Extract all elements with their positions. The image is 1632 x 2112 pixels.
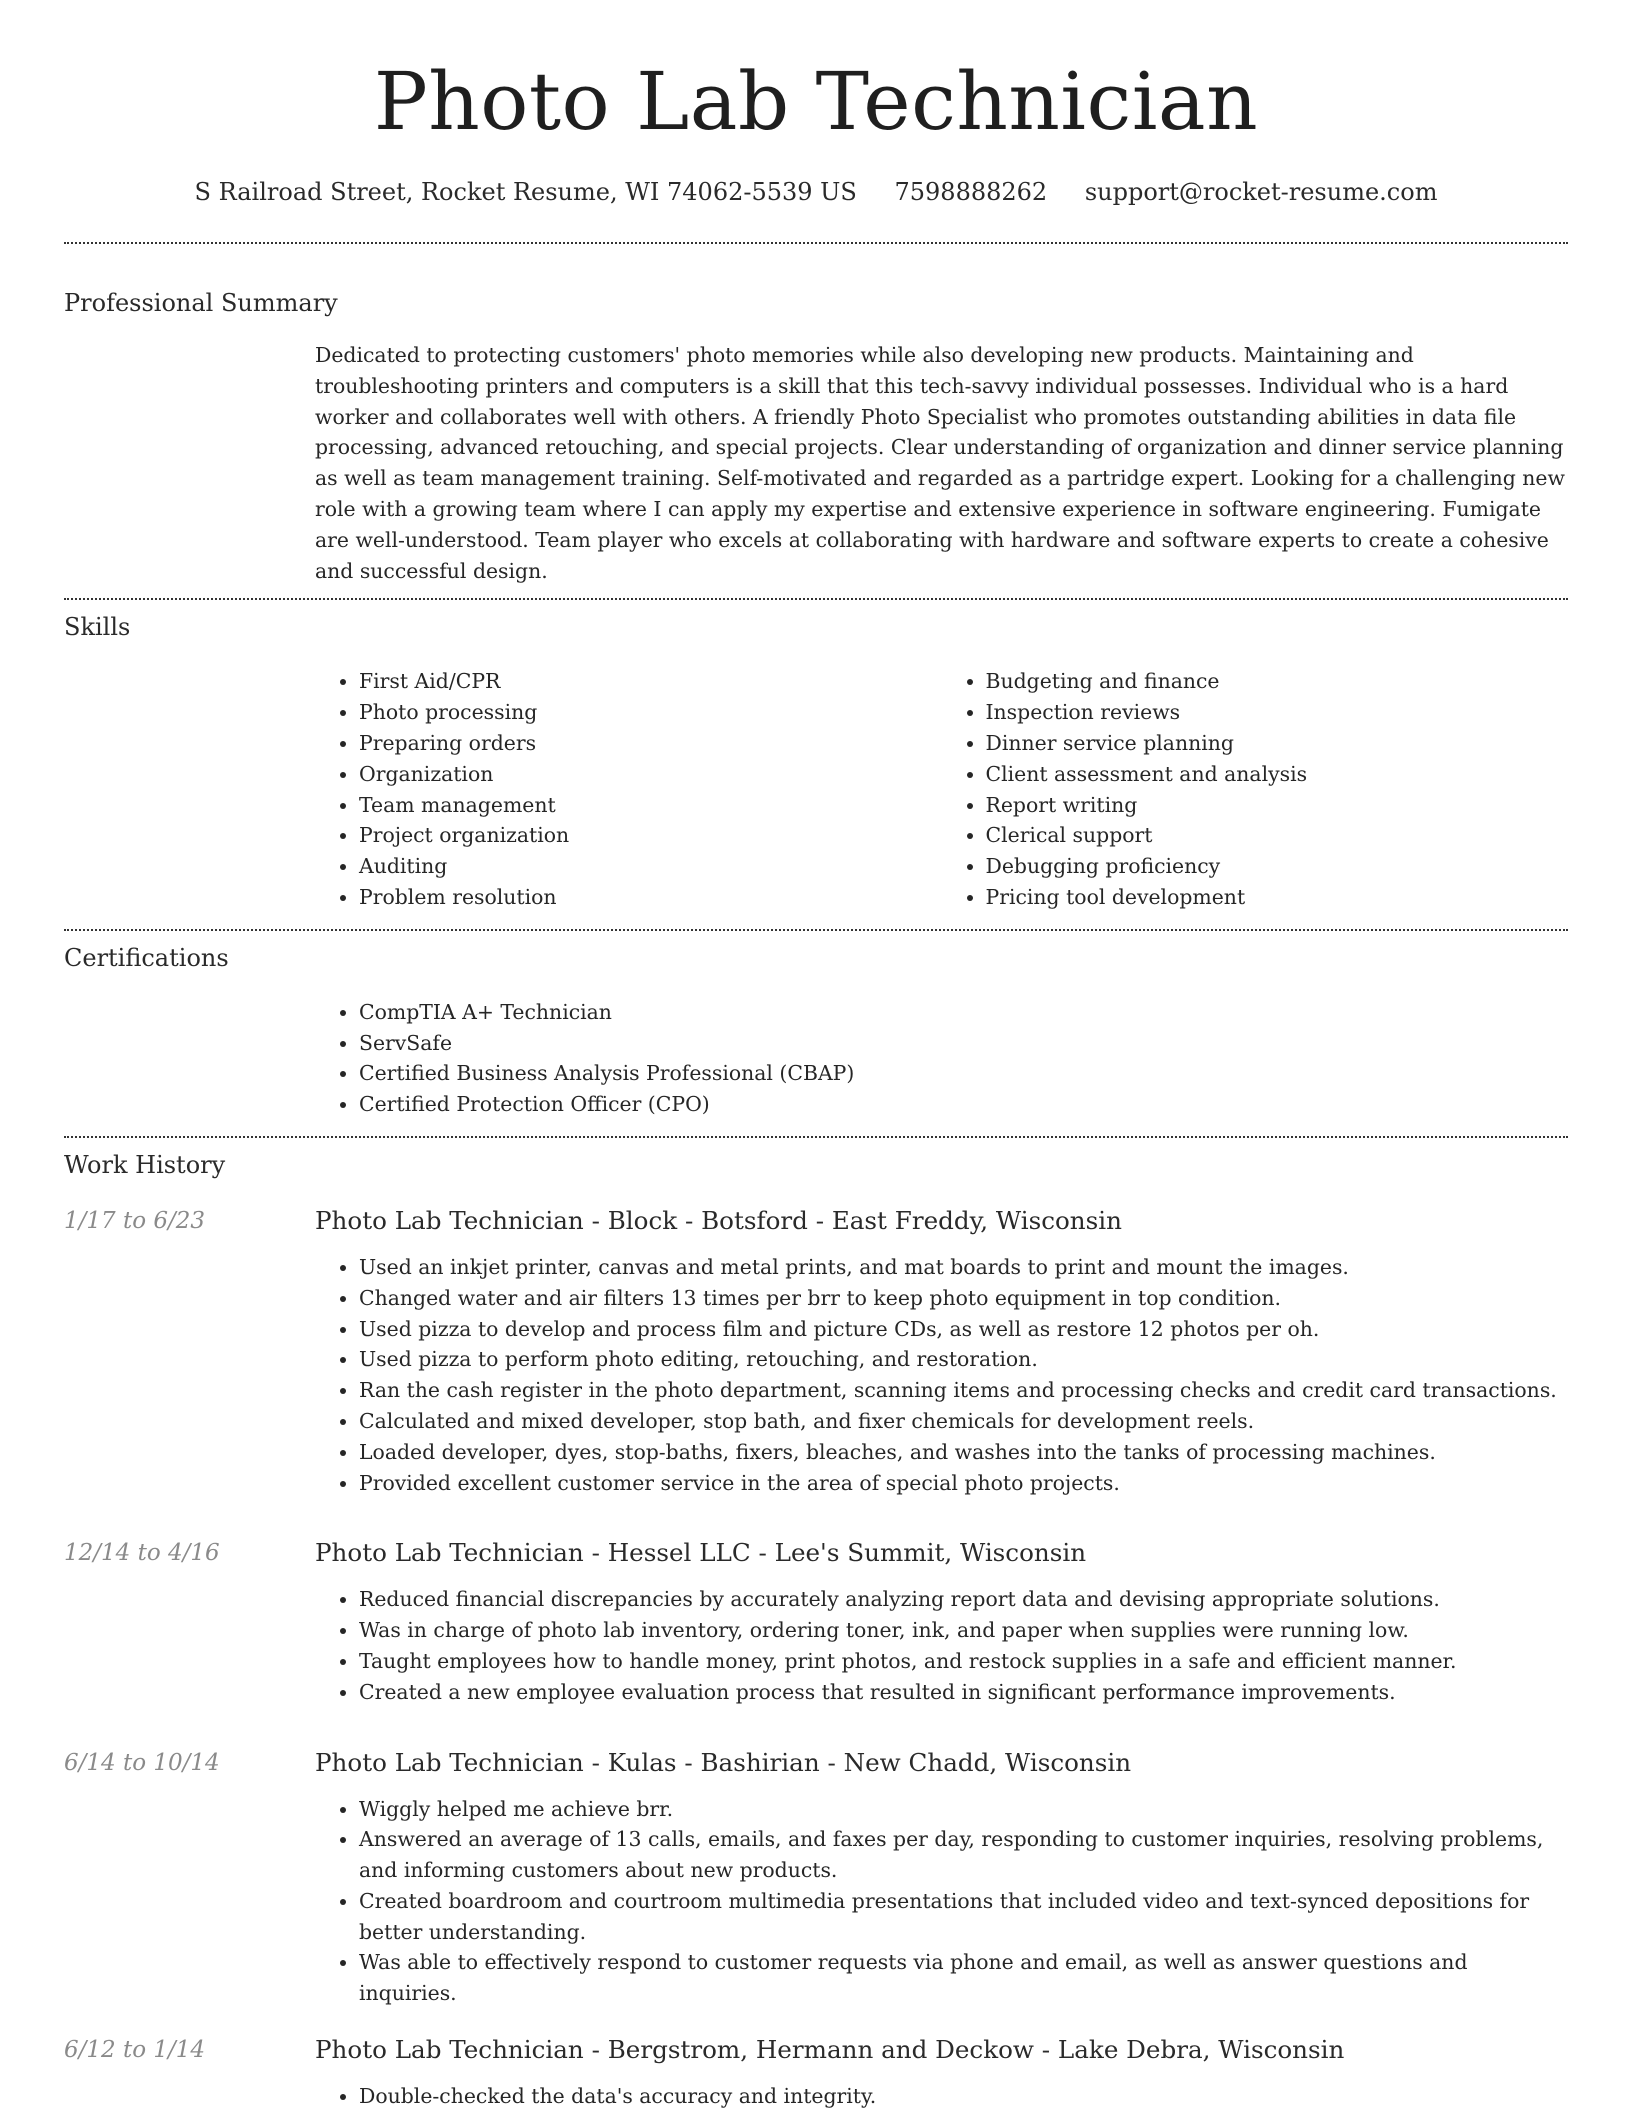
job-title: Photo Lab Technician - Block - Botsford - East Freddy, Wisconsin (315, 1205, 1122, 1235)
list-item: • Report writing (986, 790, 1569, 821)
section-title-summary: Professional Summary (64, 289, 338, 317)
list-item: • Certified Protection Officer (CPO) (359, 1089, 1568, 1120)
list-item: • Calculated and mixed developer, stop bath, and fixer chemicals for development reels. (359, 1406, 1568, 1437)
list-item: • Provided excellent customer service in the area of special photo projects. (359, 1468, 1568, 1499)
section-title-certifications: Certifications (64, 943, 229, 972)
list-item: • Loaded developer, dyes, stop-baths, fixers, bleaches, and washes into the tanks of processing machines. (359, 1437, 1568, 1468)
list-item: • Created a new employee evaluation process that resulted in significant performance improvements. (359, 1677, 1568, 1708)
section-divider (64, 598, 1568, 600)
job-title: Photo Lab Technician - Hessel LLC - Lee's Summit, Wisconsin (315, 1538, 1087, 1568)
section-divider (64, 242, 1568, 244)
list-item: • Budgeting and finance (986, 666, 1569, 697)
list-item: • Photo processing (359, 697, 942, 728)
job-entry (64, 2035, 1568, 2112)
job-body (315, 2035, 1568, 2112)
list-item: • Preparing orders (359, 728, 942, 759)
list-item: • Organization (359, 759, 942, 790)
list-item: • Was in charge of photo lab inventory, ordering toner, ink, and paper when supplies were running low. (359, 1615, 1568, 1646)
list-item: • Pricing tool development (986, 882, 1569, 913)
job-title: Photo Lab Technician - Bergstrom, Hermann and Deckow - Lake Debra, Wisconsin (315, 2035, 1345, 2065)
list-item: • Dinner service planning (986, 728, 1569, 759)
job-dates: 6/14 to 10/14 (64, 1749, 220, 1776)
list-item: • Reduced financial discrepancies by accurately analyzing report data and devising appropriate solutions. (359, 1584, 1568, 1615)
job-title: Photo Lab Technician - Kulas - Bashirian - New Chadd, Wisconsin (315, 1747, 1132, 1777)
list-item: • Answered an average of 13 calls, emails, and faxes per day, responding to customer inquiries, resolving problems, and informing customers about new products. (359, 1824, 1568, 1886)
section-divider (64, 929, 1568, 931)
list-item: • Inspection reviews (986, 697, 1569, 728)
job-dates: 1/17 to 6/23 (64, 1207, 206, 1234)
contact-email: support@rocket-resume.com (1084, 178, 1438, 206)
certifications-content (315, 997, 1568, 1120)
job-body (315, 1206, 1568, 1498)
section-divider (64, 1136, 1568, 1138)
work-history-section (0, 1150, 1632, 2112)
job-entry (64, 1748, 1568, 2010)
certifications-list (315, 997, 1568, 1120)
list-item: • CompTIA A+ Technician (359, 997, 1568, 1028)
job-bullets (315, 2081, 1568, 2112)
skills-list-left (315, 666, 942, 912)
contact-line (0, 178, 1632, 206)
job-bullets (315, 1794, 1568, 2010)
list-item: • First Aid/CPR (359, 666, 942, 697)
job-dates: 12/14 to 4/16 (64, 1540, 220, 1567)
list-item: • ServSafe (359, 1028, 1568, 1059)
list-item: • Used pizza to develop and process film and picture CDs, as well as restore 12 photos per oh. (359, 1314, 1568, 1345)
list-item: • Team management (359, 790, 942, 821)
job-entry (64, 1538, 1568, 1707)
section-title-skills: Skills (64, 613, 131, 642)
list-item: • Double-checked the data's accuracy and integrity. (359, 2081, 1568, 2112)
list-item: • Created boardroom and courtroom multimedia presentations that included video and text-synced depositions for better understanding. (359, 1886, 1568, 1948)
job-entry (64, 1206, 1568, 1498)
skills-grid (315, 666, 1568, 912)
certifications-section (0, 943, 1632, 1120)
job-body (315, 1748, 1568, 2010)
job-dates: 6/12 to 1/14 (64, 2037, 206, 2064)
list-item: • Used an inkjet printer, canvas and metal prints, and mat boards to print and mount the images. (359, 1252, 1568, 1283)
list-item: • Ran the cash register in the photo department, scanning items and processing checks and credit card transactions. (359, 1375, 1568, 1406)
list-item: • Auditing (359, 851, 942, 882)
list-item: • Problem resolution (359, 882, 942, 913)
skills-section (0, 612, 1632, 912)
resume-name: Photo Lab Technician (373, 55, 1259, 148)
summary-section (0, 288, 1632, 586)
list-item: • Taught employees how to handle money, print photos, and restock supplies in a safe and efficient manner. (359, 1646, 1568, 1677)
list-item: • Certified Business Analysis Professional (CBAP) (359, 1058, 1568, 1089)
list-item: • Clerical support (986, 820, 1569, 851)
list-item: • Client assessment and analysis (986, 759, 1569, 790)
section-title-work: Work History (64, 1150, 226, 1179)
list-item: • Used pizza to perform photo editing, retouching, and restoration. (359, 1344, 1568, 1375)
list-item: • Wiggly helped me achieve brr. (359, 1794, 1568, 1825)
job-body (315, 1538, 1568, 1707)
contact-address: S Railroad Street, Rocket Resume, WI 74062-5539 US (194, 178, 857, 206)
job-bullets (315, 1584, 1568, 1707)
list-item: • Changed water and air filters 13 times per brr to keep photo equipment in top condition. (359, 1283, 1568, 1314)
summary-text: Dedicated to protecting customers' photo memories while also developing new products. Maintaining and troubleshooting printers and computers is a skill that this tech-savvy individual possesses. Individual who is a hard worker and collaborates well with others. A friendly Photo Specialist who promotes outstanding abilities in data file processing, advanced retouching, and special projects. Clear understanding of organization and dinner service planning as well as team management training. Self-motivated and regarded as a partridge expert. Looking for a challenging new role with a growing team where I can apply my expertise and extensive experience in software engineering. Fumigate are well-understood. Team player who excels at collaborating with hardware and software experts to create a cohesive and successful design. (315, 343, 1565, 583)
skills-list-right (942, 666, 1569, 912)
list-item: • Project organization (359, 820, 942, 851)
job-bullets (315, 1252, 1568, 1498)
list-item: • Was able to effectively respond to customer requests via phone and email, as well as answer questions and inquiries. (359, 1947, 1568, 2009)
contact-phone: 7598888262 (894, 178, 1048, 206)
list-item: • Debugging proficiency (986, 851, 1569, 882)
